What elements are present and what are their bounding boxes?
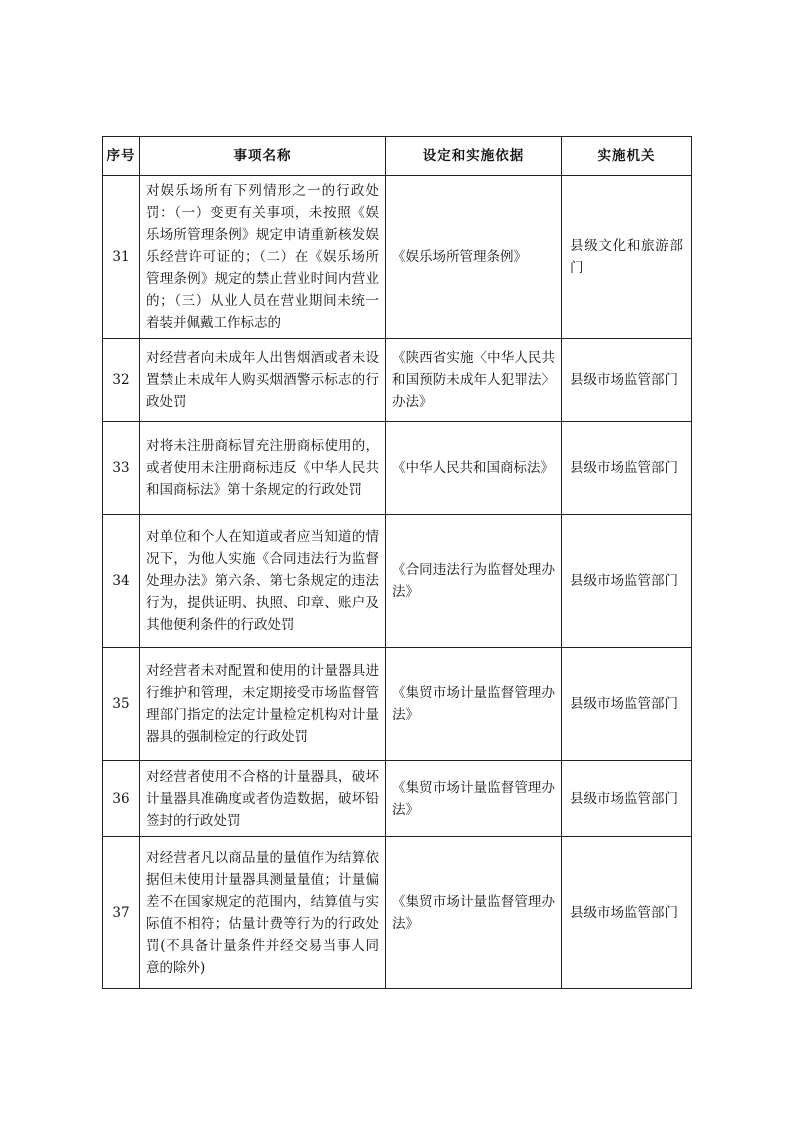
header-no: 序号 xyxy=(103,137,140,176)
row-basis: 《陕西省实施〈中华人民共和国预防未成年人犯罪法〉办法》 xyxy=(386,339,562,422)
row-org: 县级文化和旅游部门 xyxy=(562,176,692,339)
table-row xyxy=(103,422,692,515)
table-row xyxy=(103,837,692,989)
row-basis: 《中华人民共和国商标法》 xyxy=(386,422,562,515)
row-item-name: 对娱乐场所有下列情形之一的行政处罚：（一）变更有关事项，未按照《娱乐场所管理条例》规定申请重新核发娱乐经营许可证的；（二）在《娱乐场所管理条例》规定的禁止营业时间内营业的；（三）从业人员在营业期间未统一着装并佩戴工作标志的 xyxy=(140,176,386,339)
header-org: 实施机关 xyxy=(562,137,692,176)
row-no: 31 xyxy=(103,176,140,339)
row-org: 县级市场监管部门 xyxy=(562,422,692,515)
row-org: 县级市场监管部门 xyxy=(562,648,692,761)
row-org: 县级市场监管部门 xyxy=(562,515,692,648)
row-no: 35 xyxy=(103,648,140,761)
row-basis: 《合同违法行为监督处理办法》 xyxy=(386,515,562,648)
row-basis: 《集贸市场计量监督管理办法》 xyxy=(386,837,562,989)
table-row xyxy=(103,339,692,422)
header-name: 事项名称 xyxy=(140,137,386,176)
row-item-name: 对单位和个人在知道或者应当知道的情况下，为他人实施《合同违法行为监督处理办法》第六条、第七条规定的违法行为，提供证明、执照、印章、账户及其他便利条件的行政处罚 xyxy=(140,515,386,648)
administrative-penalty-table xyxy=(102,136,692,989)
table-row xyxy=(103,761,692,837)
table-row xyxy=(103,648,692,761)
row-item-name: 对将未注册商标冒充注册商标使用的，或者使用未注册商标违反《中华人民共和国商标法》第十条规定的行政处罚 xyxy=(140,422,386,515)
header-basis: 设定和实施依据 xyxy=(386,137,562,176)
row-item-name: 对经营者未对配置和使用的计量器具进行维护和管理，未定期接受市场监督管理部门指定的法定计量检定机构对计量器具的强制检定的行政处罚 xyxy=(140,648,386,761)
row-no: 33 xyxy=(103,422,140,515)
row-no: 32 xyxy=(103,339,140,422)
row-basis: 《集贸市场计量监督管理办法》 xyxy=(386,648,562,761)
row-item-name: 对经营者使用不合格的计量器具，破坏计量器具准确度或者伪造数据，破坏铅签封的行政处罚 xyxy=(140,761,386,837)
row-no: 36 xyxy=(103,761,140,837)
row-org: 县级市场监管部门 xyxy=(562,339,692,422)
row-basis: 《集贸市场计量监督管理办法》 xyxy=(386,761,562,837)
row-item-name: 对经营者凡以商品量的量值作为结算依据但未使用计量器具测量量值；计量偏差不在国家规定的范围内，结算值与实际值不相符；估量计费等行为的行政处罚(不具备计量条件并经交易当事人同意的除外) xyxy=(140,837,386,989)
row-no: 37 xyxy=(103,837,140,989)
row-basis: 《娱乐场所管理条例》 xyxy=(386,176,562,339)
row-org: 县级市场监管部门 xyxy=(562,761,692,837)
row-org: 县级市场监管部门 xyxy=(562,837,692,989)
table-header-row xyxy=(103,137,692,176)
row-no: 34 xyxy=(103,515,140,648)
table-row xyxy=(103,176,692,339)
row-item-name: 对经营者向未成年人出售烟酒或者未设置禁止未成年人购买烟酒警示标志的行政处罚 xyxy=(140,339,386,422)
table-row xyxy=(103,515,692,648)
